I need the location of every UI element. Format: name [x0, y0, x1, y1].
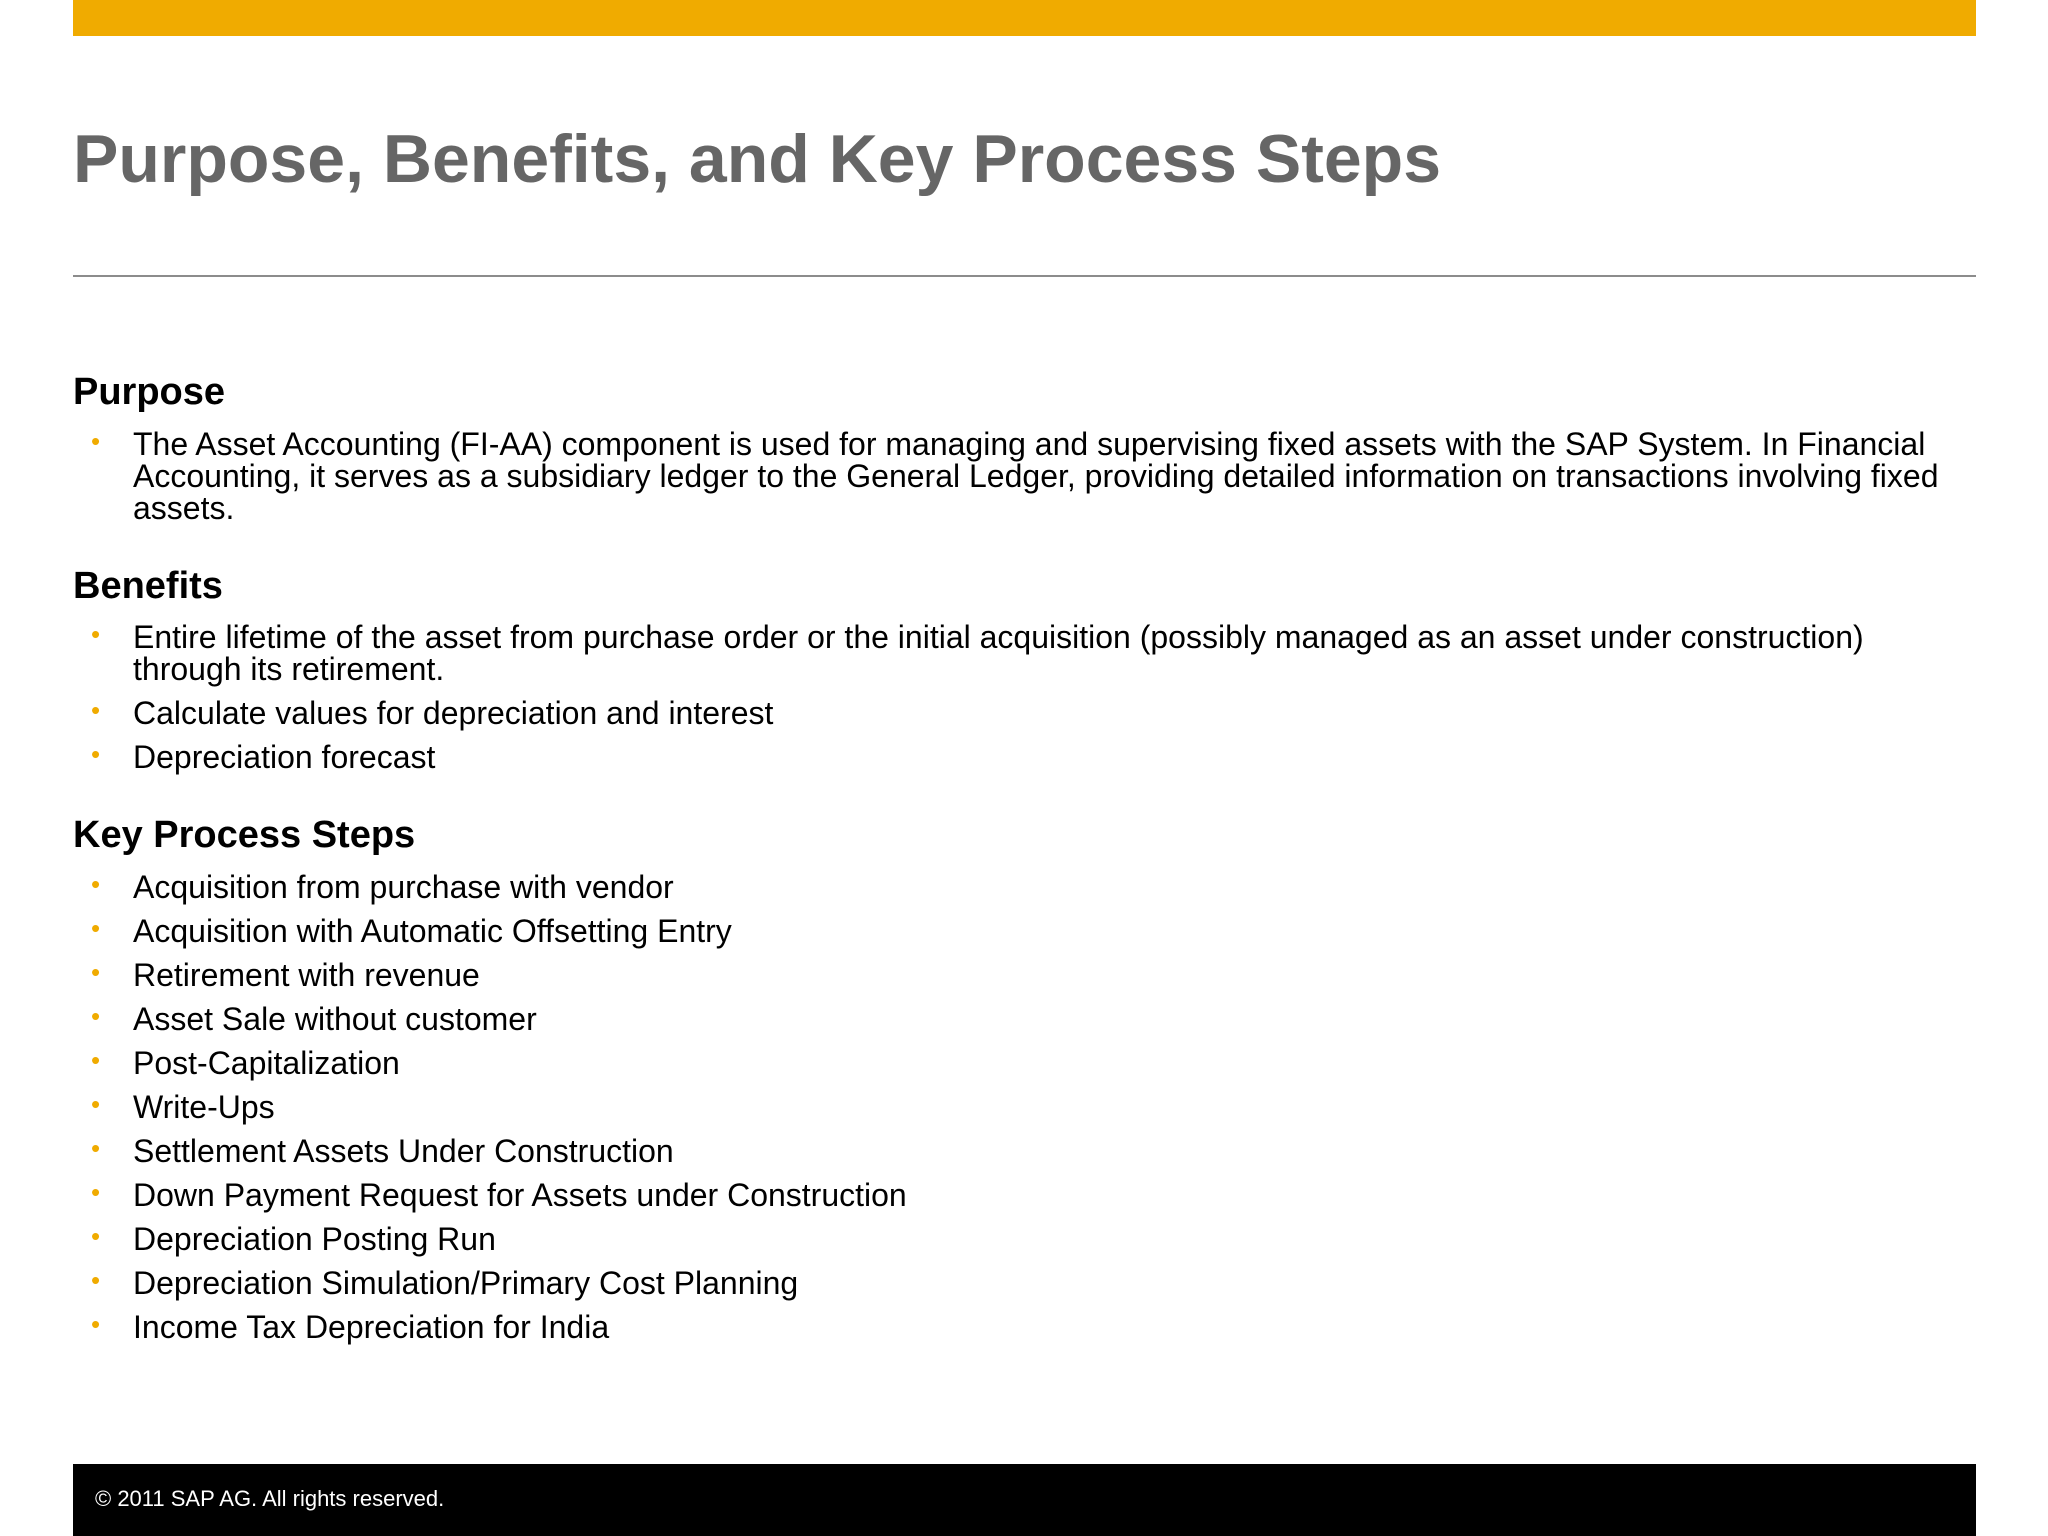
list-item: [73, 1176, 1973, 1213]
bullet-text: Settlement Assets Under Construction: [133, 1132, 674, 1169]
bullet-icon: •: [91, 1308, 101, 1339]
bullet-icon: •: [91, 1264, 101, 1295]
key-steps-list: [73, 868, 1973, 1345]
list-item: [73, 1132, 1973, 1169]
list-item: [73, 956, 1973, 993]
bullet-icon: •: [91, 1088, 101, 1119]
bullet-icon: •: [91, 956, 101, 987]
footer-bar: [73, 1464, 1976, 1536]
list-item: [73, 1000, 1973, 1037]
bullet-text: Retirement with revenue: [133, 956, 480, 993]
list-item: [73, 1088, 1973, 1125]
bullet-text: Down Payment Request for Assets under Construction: [133, 1176, 907, 1213]
bullet-text: Entire lifetime of the asset from purchase order or the initial acquisition (possibly managed as an asset under construction) through its retirement.: [133, 619, 1864, 688]
bullet-text: Depreciation forecast: [133, 739, 436, 776]
key-steps-section: [73, 813, 1973, 1343]
list-item: [73, 619, 1973, 688]
bullet-icon: •: [91, 425, 101, 456]
list-item: [73, 739, 1973, 776]
bullet-icon: •: [91, 1220, 101, 1251]
bullet-icon: •: [91, 1044, 101, 1075]
bullet-text: The Asset Accounting (FI-AA) component is used for managing and supervising fixed assets with the SAP System. In Financial Accounting, it serves as a subsidiary ledger to the General Ledger, providing detailed information on transactions involving fixed assets.: [133, 425, 1939, 526]
list-item: [73, 1264, 1973, 1301]
purpose-heading: Purpose: [73, 371, 226, 413]
bullet-text: Depreciation Simulation/Primary Cost Planning: [133, 1264, 799, 1301]
benefits-list: [73, 619, 1973, 776]
bullet-icon: •: [91, 1132, 101, 1163]
bullet-text: Acquisition from purchase with vendor: [133, 868, 674, 905]
bullet-text: Income Tax Depreciation for India: [133, 1308, 610, 1345]
bullet-icon: •: [91, 1176, 101, 1207]
bullet-text: Write-Ups: [133, 1088, 275, 1125]
bullet-text: Post-Capitalization: [133, 1044, 400, 1081]
list-item: [73, 1220, 1973, 1257]
bullet-text: Calculate values for depreciation and interest: [133, 695, 774, 732]
slide-content: [73, 370, 1973, 1383]
key-steps-heading: Key Process Steps: [73, 814, 416, 857]
bullet-text: Depreciation Posting Run: [133, 1220, 496, 1257]
list-item: [73, 1308, 1973, 1345]
bullet-icon: •: [91, 695, 101, 726]
bullet-icon: •: [91, 619, 101, 650]
list-item: [73, 695, 1973, 732]
benefits-section: [73, 564, 1973, 774]
list-item: [73, 1044, 1973, 1081]
list-item: [73, 868, 1973, 905]
list-item: [73, 912, 1973, 949]
bullet-icon: •: [91, 912, 101, 943]
top-accent-bar: [73, 0, 1976, 36]
title-divider: [73, 275, 1976, 277]
slide-title: Purpose, Benefits, and Key Process Steps: [73, 121, 1442, 197]
bullet-icon: •: [91, 739, 101, 770]
purpose-list: [73, 425, 1973, 526]
purpose-section: [73, 370, 1973, 524]
bullet-text: Acquisition with Automatic Offsetting Entry: [133, 912, 732, 949]
benefits-heading: Benefits: [73, 564, 223, 607]
bullet-icon: •: [91, 868, 101, 899]
copyright-text: © 2011 SAP AG. All rights reserved.: [95, 1486, 445, 1511]
bullet-text: Asset Sale without customer: [133, 1000, 537, 1037]
list-item: [73, 425, 1973, 526]
bullet-icon: •: [91, 1000, 101, 1031]
